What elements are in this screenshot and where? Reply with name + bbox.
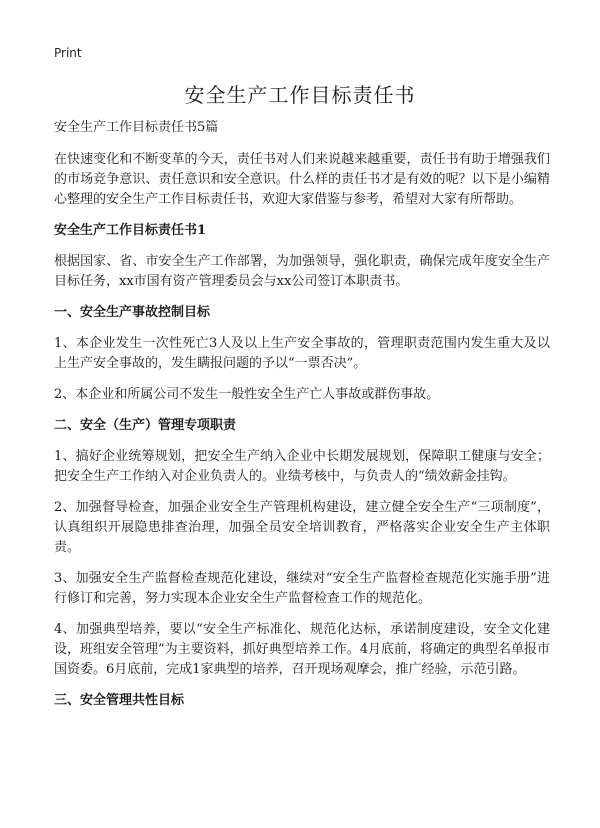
- part1-item: 2、本企业和所属公司不发生一般性安全生产亡人事故或群伤事故。: [54, 387, 440, 402]
- part1-heading: 一、安全生产事故控制目标: [54, 305, 211, 320]
- document-body: [54, 118, 550, 722]
- part3-heading: 三、安全管理共性目标: [54, 693, 185, 708]
- part2-heading: 二、安全（生产）管理专项职责: [54, 418, 237, 433]
- print-link[interactable]: Print: [54, 46, 82, 60]
- part2-item: 3、加强安全生产监督检查规范化建设，继续对“安全生产监督检查规范化实施手册”进行修订和完善，努力实现本企业安全生产监督检查工作的规范化。: [54, 571, 550, 606]
- document-subtitle: 安全生产工作目标责任书5篇: [54, 120, 219, 135]
- part2-item: 2、加强督导检查，加强企业安全生产管理机构建设，建立健全安全生产“三项制度”，认真组织开展隐患排查治理，加强全员安全培训教育，严格落实企业安全生产主体职责。: [54, 500, 550, 555]
- intro-paragraph: 在快速变化和不断变革的今天，责任书对人们来说越来越重要，责任书有助于增强我们的市场竞争意识、责任意识和安全意识。什么样的责任书才是有效的呢？以下是小编精心整理的安全生产工作目标责任书，欢迎大家借鉴与参考，希望对大家有所帮助。: [54, 152, 550, 207]
- document-title: 安全生产工作目标责任书: [184, 83, 416, 107]
- part2-item: 4、加强典型培养，要以“安全生产标准化、规范化达标，承诺制度建设，安全文化建设，班组安全管理”为主要资料，抓好典型培养工作。4月底前，将确定的典型名单报市国资委。6月底前，完成1家典型的培养，召开现场观摩会，推广经验，示范引路。: [54, 622, 550, 677]
- section-intro-paragraph: 根据国家、省、市安全生产工作部署，为加强领导，强化职责，确保完成年度安全生产目标任务，xx市国有资产管理委员会与xx公司签订本职责书。: [54, 254, 550, 289]
- section-heading: 安全生产工作目标责任书1: [54, 223, 207, 238]
- part2-item: 1、搞好企业统筹规划，把安全生产纳入企业中长期发展规划，保障职工健康与安全；把安全生产工作纳入对企业负责人的。业绩考核中，与负责人的“绩效薪金挂钩。: [54, 449, 550, 484]
- part1-item: 1、本企业发生一次性死亡3人及以上生产安全事故的，管理职责范围内发生重大及以上生产安全事故的，发生瞒报问题的予以“一票否决”。: [54, 336, 550, 371]
